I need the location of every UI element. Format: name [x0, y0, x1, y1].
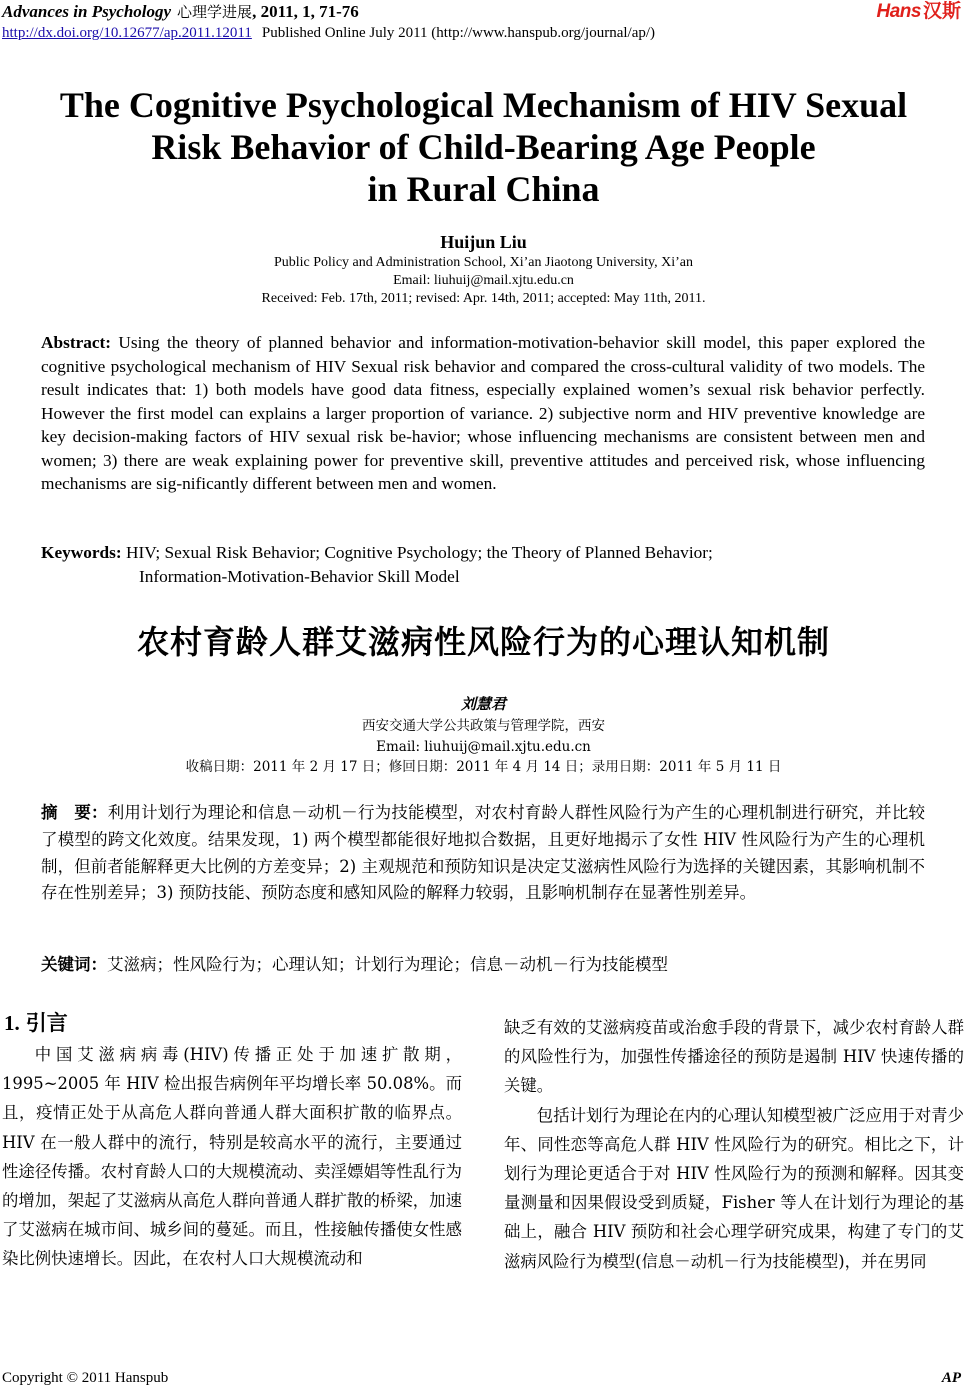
section-number: 1. — [4, 1011, 20, 1035]
abstract-cn — [41, 800, 925, 907]
keywords-label-cn: 关键词： — [41, 955, 107, 974]
affiliation-en: Public Policy and Administration School, Xi’an Jiaotong University, Xi’an — [273, 255, 694, 270]
abstract-label-cn: 摘 要： — [41, 803, 108, 822]
affiliation-cn: 西安交通大学公共政策与管理学院，西安 — [362, 718, 605, 734]
journal-name: Advances in Psychology — [2, 2, 172, 21]
author-name-en: Huijun Liu — [440, 232, 527, 252]
author-info-en — [0, 254, 967, 308]
section-title: 引言 — [25, 1011, 68, 1035]
abstract-text-en: Using the theory of planned behavior and information-motivation-behavior skill model, this paper explored the cognitive psychological mechanism of HIV Sexual risk behavior and compared the cross-cultural validity of two models. The result indicates that: 1) both models have good data fitness, especially explained women’s sexual risk behavior perfectly. However the first model can explains a larger proportion of variance. 2) subjective norm and HIV preventive knowledge are key decision-making factors of HIV sexual risk be-havior; whose influencing mechanisms are consistent between men and women; 3) there are weak explaining power for preventive skill, preventive attitudes and perceived risk, whose influencing mechanisms are sig-nificantly different between men and women. — [41, 333, 925, 493]
title-line: The Cognitive Psychological Mechanism of HIV Sexual — [59, 85, 908, 125]
body-column-left — [2, 1040, 462, 1274]
journal-name-cn: 心理学进展 — [177, 3, 253, 21]
keywords-en — [41, 541, 925, 588]
abstract-en — [41, 331, 925, 496]
section-heading — [4, 1010, 68, 1036]
abstract-text-cn: 利用计划行为理论和信息－动机－行为技能模型，对农村育龄人群性风险行为产生的心理机制进行研究，并比较了模型的跨文化效度。结果发现，1) 两个模型都能很好地拟合数据，且更好地揭示了女性 HIV 性风险行为产生的心理机制，但前者能解释更大比例的方差变异；2) 主观规范和预防知识是决定艾滋病性风险行为选择的关键因素，其影响机制不存在性别差异；3) 预防技能、预防态度和感知风险的解释力较弱，且影响机制存在显著性别差异。 — [41, 803, 926, 903]
dates-cn: 收稿日期：2011 年 2 月 17 日；修回日期：2011 年 4 月 14 日；录用日期：2011 年 5 月 11 日 — [185, 759, 782, 775]
logo-text-cn: 汉斯 — [922, 0, 961, 22]
doi-link[interactable]: http://dx.doi.org/10.12677/ap.2011.12011 — [2, 25, 252, 41]
title-line: Risk Behavior of Child-Bearing Age People — [151, 127, 816, 167]
body-paragraph: 包括计划行为理论在内的心理认知模型被广泛应用于对青少年、同性恋等高危人群 HIV 性风险行为的研究。相比之下，计划行为理论更适合于对 HIV 性风险行为的预测和解释。因其变量测量和因果假设受到质疑，Fisher 等人在计划行为理论的基础上，融合 HIV 预防和社会心理学研究成果，构建了专门的艾滋病风险行为模型(信息－动机－行为技能模型)，并在男同 — [504, 1105, 964, 1271]
author-name-cn: 刘慧君 — [460, 695, 506, 713]
copyright-footer: Copyright © 2011 Hanspub — [2, 1370, 169, 1386]
keywords-line-2: Information-Motivation-Behavior Skill Model — [139, 566, 460, 586]
body-column-right — [504, 1013, 964, 1276]
author-info-cn — [0, 716, 967, 778]
dates-en: Received: Feb. 17th, 2011; revised: Apr. 14th, 2011; accepted: May 11th, 2011. — [261, 291, 706, 306]
publication-line — [2, 24, 655, 42]
keywords-line-1: HIV; Sexual Risk Behavior; Cognitive Psychology; the Theory of Planned Behavior; — [125, 543, 713, 562]
abstract-label-en: Abstract: — [41, 333, 112, 352]
body-paragraph: 缺乏有效的艾滋病疫苗或治愈手段的背景下，减少农村育龄人群的风险性行为，加强性传播途径的预防是遏制 HIV 快速传播的关键。 — [504, 1018, 964, 1096]
title-line: in Rural China — [367, 169, 600, 209]
volume-info: , 2011, 1, 71-76 — [252, 2, 359, 21]
paper-title-cn: 农村育龄人群艾滋病性风险行为的心理认知机制 — [136, 623, 830, 661]
body-paragraph: 中国艾滋病病毒(HIV)传播正处于加速扩散期，1995~2005 年 HIV 检出报告病例年平均增长率 50.08%。而且，疫情正处于从高危人群向普通人群大面积扩散的临界点。HIV 在一般人群中的流行，特别是较高水平的流行，主要通过性途径传播。农村育龄人口的大规模流动、卖淫嫖娼等性乱行为的增加，架起了艾滋病从高危人群向普通人群扩散的桥梁，加速了艾滋病在城市间、城乡间的蔓延。而且，性接触传播使女性感染比例快速增长。因此，在农村人口大规模流动和 — [2, 1045, 462, 1269]
published-online-text: Published Online July 2011 (http://www.hanspub.org/journal/ap/) — [261, 25, 656, 41]
email-cn: Email: liuhuij@mail.xjtu.edu.cn — [376, 738, 591, 755]
keywords-text-cn: 艾滋病；性风险行为；心理认知；计划行为理论；信息－动机－行为技能模型 — [107, 955, 668, 974]
paper-title-en — [0, 84, 967, 210]
keywords-cn — [41, 953, 925, 977]
journal-abbreviation: AP — [941, 1370, 961, 1386]
logo-text-en: Hans — [876, 1, 921, 22]
journal-citation — [2, 2, 359, 22]
hans-logo — [877, 1, 961, 22]
email-en: Email: liuhuij@mail.xjtu.edu.cn — [393, 273, 574, 288]
keywords-label-en: Keywords: — [41, 543, 122, 562]
